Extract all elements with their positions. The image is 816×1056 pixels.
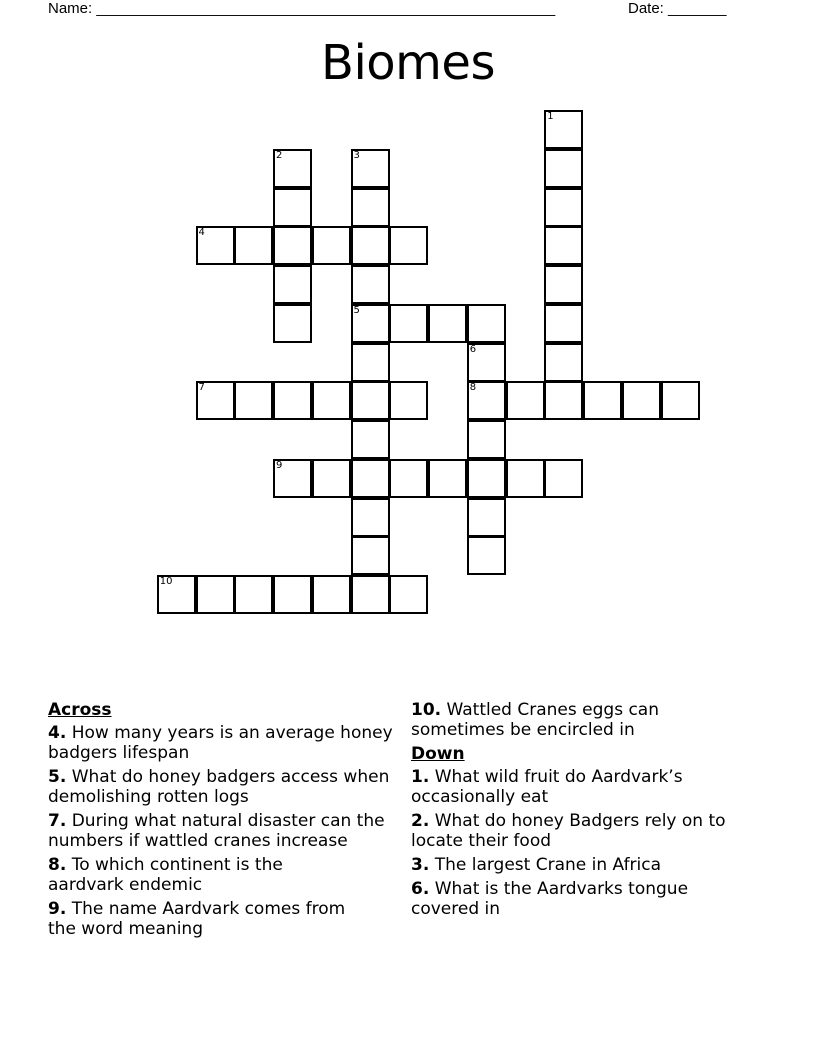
grid-cell[interactable] xyxy=(234,226,273,265)
clue-text: What is the Aardvarks tongue covered in xyxy=(411,879,689,919)
grid-cell[interactable] xyxy=(351,498,390,537)
clue-text: The name Aardvark comes from the word meaning xyxy=(48,899,346,939)
clue-number: 8. xyxy=(48,855,67,875)
grid-cell[interactable] xyxy=(312,381,351,420)
grid-cell[interactable] xyxy=(234,381,273,420)
grid-cell[interactable] xyxy=(544,110,583,149)
grid-cell[interactable] xyxy=(389,304,428,343)
clue-number: 9. xyxy=(48,899,67,919)
down-clue-6 xyxy=(411,879,721,919)
grid-cell[interactable] xyxy=(351,149,390,188)
clue-number: 4. xyxy=(48,723,67,743)
across-clue-4 xyxy=(48,723,408,763)
grid-cell[interactable] xyxy=(583,381,622,420)
clue-number-label: 1 xyxy=(547,111,554,122)
clue-text: To which continent is the aardvark endemic xyxy=(48,855,283,895)
across-clue-9 xyxy=(48,899,378,939)
across-clue-8 xyxy=(48,855,348,895)
grid-cell[interactable] xyxy=(428,304,467,343)
clue-number-label: 3 xyxy=(353,149,360,161)
clue-text: During what natural disaster can the numbers if wattled cranes increase xyxy=(48,811,385,851)
grid-cell[interactable] xyxy=(196,575,235,614)
grid-cell[interactable] xyxy=(544,149,583,188)
clue-number-label: 7 xyxy=(198,382,205,394)
grid-cell[interactable] xyxy=(544,343,583,382)
grid-cell[interactable] xyxy=(351,536,390,575)
clue-number-label: 8 xyxy=(469,382,477,394)
clue-number-label: 4 xyxy=(198,227,205,239)
page-title: Biomes xyxy=(321,35,495,91)
grid-cell[interactable] xyxy=(351,304,390,343)
clue-number: 2. xyxy=(411,811,430,831)
grid-cell[interactable] xyxy=(467,381,506,420)
grid-cell[interactable] xyxy=(467,304,506,343)
grid-cell[interactable] xyxy=(467,459,506,498)
grid-cell[interactable] xyxy=(273,226,312,265)
across-heading: Across xyxy=(48,700,112,720)
grid-cell[interactable] xyxy=(351,381,390,420)
grid-cell[interactable] xyxy=(351,459,390,498)
grid-cell[interactable] xyxy=(312,226,351,265)
grid-cell[interactable] xyxy=(273,265,312,304)
grid-cell[interactable] xyxy=(234,575,273,614)
clue-number-label: 6 xyxy=(469,343,477,355)
grid-cell[interactable] xyxy=(506,459,545,498)
clue-number: 3. xyxy=(411,855,430,875)
clues-left-column xyxy=(48,700,408,943)
clue-number: 5. xyxy=(48,767,67,787)
grid-cell[interactable] xyxy=(351,226,390,265)
grid-cell[interactable] xyxy=(622,381,661,420)
grid-cell[interactable] xyxy=(544,226,583,265)
clue-text: The largest Crane in Africa xyxy=(434,855,662,875)
clue-text: How many years is an average honey badgers lifespan xyxy=(48,723,393,763)
grid-cell[interactable] xyxy=(312,459,351,498)
grid-cell[interactable] xyxy=(196,381,235,420)
grid-cell[interactable] xyxy=(389,226,428,265)
grid-cell[interactable] xyxy=(312,575,351,614)
grid-cell[interactable] xyxy=(273,304,312,343)
clue-number-label: 5 xyxy=(353,304,360,316)
clue-number-label: 9 xyxy=(276,459,283,471)
across-clue-7 xyxy=(48,811,414,851)
clue-text: What do honey Badgers rely on to locate their food xyxy=(411,811,726,851)
grid-cell[interactable] xyxy=(351,575,390,614)
grid-cell[interactable] xyxy=(157,575,196,614)
grid-cell[interactable] xyxy=(273,575,312,614)
clue-number: 1. xyxy=(411,767,430,787)
clue-text: What do honey badgers access when demolishing rotten logs xyxy=(48,767,390,807)
grid-cell[interactable] xyxy=(273,188,312,227)
clues-section xyxy=(48,700,768,960)
grid-cell[interactable] xyxy=(467,498,506,537)
grid-cell[interactable] xyxy=(506,381,545,420)
clue-number: 10. xyxy=(411,700,442,720)
down-heading: Down xyxy=(411,744,465,764)
clue-number: 6. xyxy=(411,879,430,899)
down-clue-3 xyxy=(411,855,761,875)
grid-cell[interactable] xyxy=(351,265,390,304)
grid-cell[interactable] xyxy=(467,343,506,382)
name-field[interactable]: Name: _______________________________________________________ xyxy=(48,0,556,17)
grid-cell[interactable] xyxy=(351,343,390,382)
grid-cell[interactable] xyxy=(661,381,700,420)
grid-cell[interactable] xyxy=(351,188,390,227)
clue-text: Wattled Cranes eggs can sometimes be encircled in xyxy=(411,700,659,740)
clue-number-label: 10 xyxy=(159,576,173,587)
grid-cell[interactable] xyxy=(389,381,428,420)
grid-cell[interactable] xyxy=(428,459,467,498)
grid-cell[interactable] xyxy=(273,149,312,188)
grid-cell[interactable] xyxy=(544,265,583,304)
grid-cell[interactable] xyxy=(544,381,583,420)
clue-text: What wild fruit do Aardvark’s occasionally eat xyxy=(411,767,683,807)
down-clue-1 xyxy=(411,767,721,807)
grid-cell[interactable] xyxy=(273,381,312,420)
across-clue-5 xyxy=(48,767,408,807)
grid-cell[interactable] xyxy=(273,459,312,498)
grid-cell[interactable] xyxy=(544,459,583,498)
date-field[interactable]: Date: _______ xyxy=(628,0,727,17)
down-clue-2 xyxy=(411,811,761,851)
grid-cell[interactable] xyxy=(544,304,583,343)
clue-number: 7. xyxy=(48,811,67,831)
grid-cell[interactable] xyxy=(544,188,583,227)
grid-cell[interactable] xyxy=(467,420,506,459)
grid-cell[interactable] xyxy=(351,420,390,459)
grid-cell[interactable] xyxy=(467,536,506,575)
clue-number-label: 2 xyxy=(276,149,283,161)
clues-right-column xyxy=(411,700,761,923)
grid-cell[interactable] xyxy=(389,575,428,614)
grid-cell[interactable] xyxy=(389,459,428,498)
across-clue-10 xyxy=(411,700,691,740)
grid-cell[interactable] xyxy=(196,226,235,265)
